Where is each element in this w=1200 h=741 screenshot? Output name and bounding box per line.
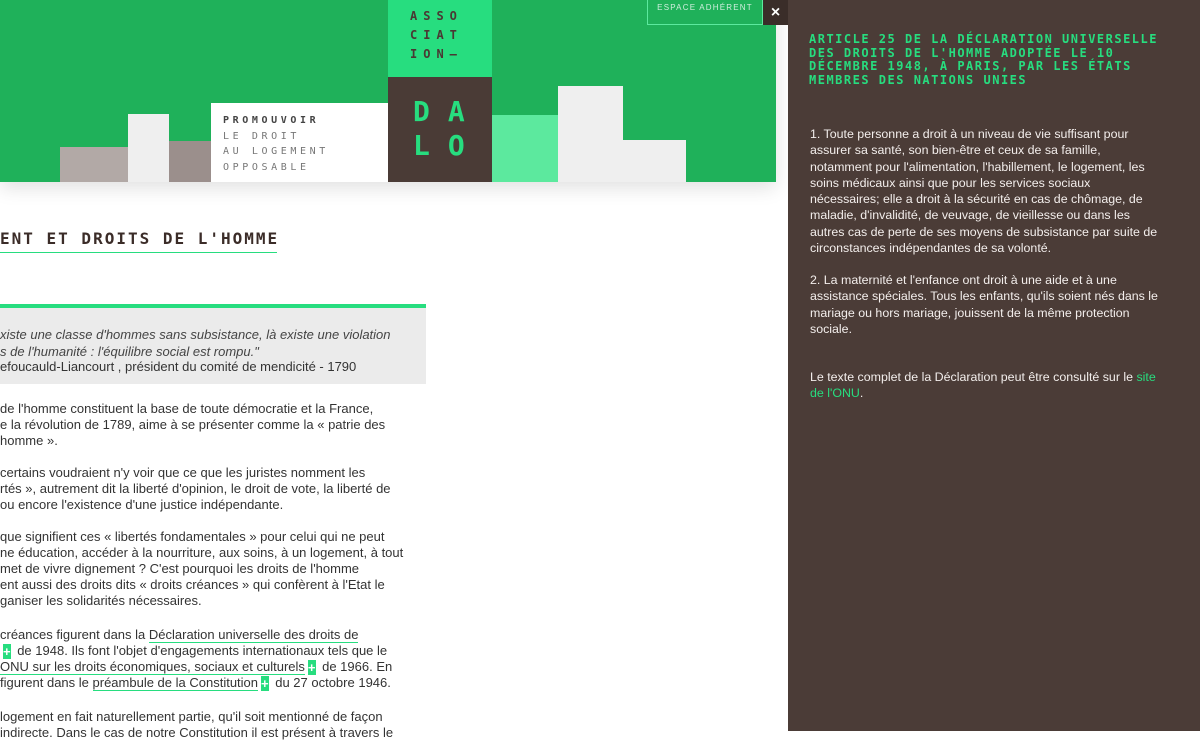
slogan-block (211, 103, 388, 182)
quote-author: efoucauld-Liancourt , président du comité de mendicité - 1790 (0, 359, 357, 374)
plus-icon[interactable]: + (261, 676, 269, 691)
paragraph: que signifient ces « libertés fondamentales » pour celui qui ne peut ne éducation, accéder à la nourriture, aux soins, à un logement, à tout met de vivre dignement ? C'est pourquoi les droits de l'homme ent aussi des droits dits « droits créances » qui confèrent à l'Etat le ganiser les solidarités nécessaires. (0, 529, 404, 608)
paragraph: logement en fait naturellement partie, qu'il soit mentionné de façon indirecte. Dans le cas de notre Constitution il est présent à travers le (0, 709, 394, 740)
logo-text: LO (413, 129, 483, 162)
plus-icon[interactable]: + (3, 644, 11, 659)
slogan-line: LE DROIT (223, 130, 300, 142)
quote-line: xiste une classe d'hommes sans subsistance, là existe une violation (0, 327, 391, 342)
skyline-block (60, 147, 128, 182)
article-content (0, 182, 788, 740)
section-title: ENT ET DROITS DE L'HOMME (0, 229, 277, 253)
panel-paragraph: 2. La maternité et l'enfance ont droit à une aide et à une assistance spéciales. Tous les enfants, qu'ils soient nés dans le mariage ou hors mariage, jouissent de la même protection sociale. (810, 273, 1158, 336)
logo-dalo[interactable] (388, 77, 492, 182)
link-pacte-onu[interactable]: ONU sur les droits économiques, sociaux et culturels (0, 659, 305, 674)
logo-text: DA (413, 95, 483, 128)
logo-text: CIAT (410, 28, 463, 42)
panel-title: ARTICLE 25 DE LA DÉCLARATION UNIVERSELLE DES DROITS DE L'HOMME ADOPTÉE LE 10 DÉCEMBRE 1948, À PARIS, PAR LES ÉTATS MEMBRES DES NATIONS UNIES (809, 32, 1158, 87)
slogan-line: OPPOSABLE (223, 161, 310, 173)
slogan-line: AU LOGEMENT (223, 146, 329, 157)
slogan-line: PROMOUVOIR (223, 115, 320, 126)
skyline-block (492, 115, 558, 182)
espace-adherent-link[interactable]: ESPACE ADHÉRENT (647, 0, 763, 25)
onu-site-link[interactable]: de l'ONU (810, 386, 860, 401)
skyline-block (558, 86, 623, 182)
paragraph: certains voudraient n'y voir que ce que les juristes nomment les rtés », autrement dit la liberté d'opinion, le droit de vote, la liberté de ou encore l'existence d'une justice indépendante. (0, 465, 391, 512)
link-preambule[interactable]: préambule de la Constitution (92, 675, 259, 690)
skyline-block (169, 141, 211, 182)
paragraph: de l'homme constituent la base de toute démocratie et la France, e la révolution de 1789, aime à se présenter comme la « patrie des homme ». (0, 401, 386, 448)
paragraph: créances figurent dans la Déclaration universelle des droits de + de 1948. Ils font l'objet d'engagements internationaux tels que le ONU sur les droits économiques, sociaux et culturels + de 1966. En figurent dans le préambule de la Constitution + du 27 octobre 1946. (0, 627, 393, 691)
close-icon[interactable]: × (763, 0, 788, 25)
logo-text: ASSO (410, 9, 463, 23)
header-banner (0, 0, 776, 182)
logo-association[interactable] (388, 0, 492, 77)
skyline-block (623, 140, 686, 182)
panel-paragraph: 1. Toute personne a droit à un niveau de vie suffisant pour assurer sa santé, son bien-être et ceux de sa famille, notamment pour l'alimentation, l'habillement, le logement, les soins médicaux ainsi que pour les services sociaux nécessaires; elle a droit à la sécurité en cas de chômage, de maladie, d'invalidité, de veuvage, de vieillesse ou dans les autres cas de perte de ses moyens de subsistance par suite de circonstances indépendantes de sa volonté. (810, 127, 1158, 256)
panel-paragraph: Le texte complet de la Déclaration peut être consulté sur le site de l'ONU. (810, 370, 1156, 401)
skyline-block (128, 114, 169, 182)
plus-icon[interactable]: + (307, 660, 316, 675)
onu-site-link[interactable]: site (1136, 370, 1156, 384)
logo-text: ION– (410, 47, 463, 61)
link-declaration[interactable]: Déclaration universelle des droits de (148, 627, 359, 642)
quote-line: s de l'humanité : l'équilibre social est rompu." (0, 344, 259, 359)
article-25-panel (788, 0, 1200, 731)
quote-block (0, 304, 426, 384)
